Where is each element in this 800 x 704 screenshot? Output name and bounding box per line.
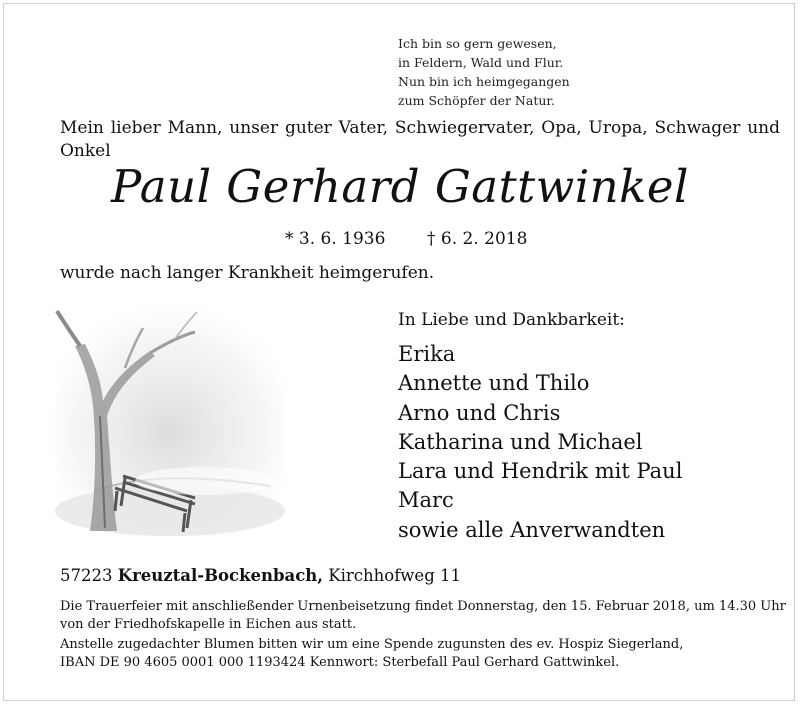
mourner-item: sowie alle Anverwandten [398,517,666,542]
tree-bench-illustration [55,306,285,536]
poem-line: Ich bin so gern gewesen, [398,36,557,51]
death-date: † 6. 2. 2018 [427,229,528,249]
intro-text: Mein lieber Mann, unser guter Vater, Schwiegervater, Opa, Uropa, Schwager und Onkel [60,118,780,161]
mourner-item: Erika [398,342,456,366]
thanks-label: In Liebe und Dankbarkeit: [398,310,625,330]
poem-line: zum Schöpfer der Natur. [398,93,555,108]
donation-notice-line: IBAN DE 90 4605 0001 000 1193424 Kennwort: Sterbefall Paul Gerhard Gattwinkel. [60,655,620,670]
called-home-text: wurde nach langer Krankheit heimgerufen. [60,263,435,283]
mourner-item: Arno und Chris [398,400,561,425]
address-city: Kreuztal-Bockenbach, [117,566,324,585]
poem-line: Nun bin ich heimgegangen [398,74,570,89]
address [60,566,461,585]
donation-notice-line: Anstelle zugedachter Blumen bitten wir um eine Spende zugunsten des ev. Hospiz Siegerland, [60,637,684,652]
mourner-item: Annette und Thilo [398,371,590,396]
mourner-list [398,340,682,545]
funeral-notice-line: von der Friedhofskapelle in Eichen aus statt. [60,617,357,632]
mourner-item: Lara und Hendrik mit Paul [398,459,683,484]
birth-date: * 3. 6. 1936 [285,229,386,249]
poem [398,34,570,110]
mourner-item: Katharina und Michael [398,429,643,454]
funeral-notice [60,598,786,634]
donation-notice [60,636,775,672]
deceased-name: Paul Gerhard Gattwinkel [111,160,689,213]
address-street: Kirchhofweg 11 [328,566,461,585]
poem-line: in Feldern, Wald und Flur. [398,55,564,70]
funeral-notice-line: Die Trauerfeier mit anschließender Urnenbeisetzung findet Donnerstag, den 15. Februar 2018, um 14.30 Uhr [60,599,786,614]
address-postcode: 57223 [60,566,113,585]
mourner-item: Marc [398,488,454,513]
